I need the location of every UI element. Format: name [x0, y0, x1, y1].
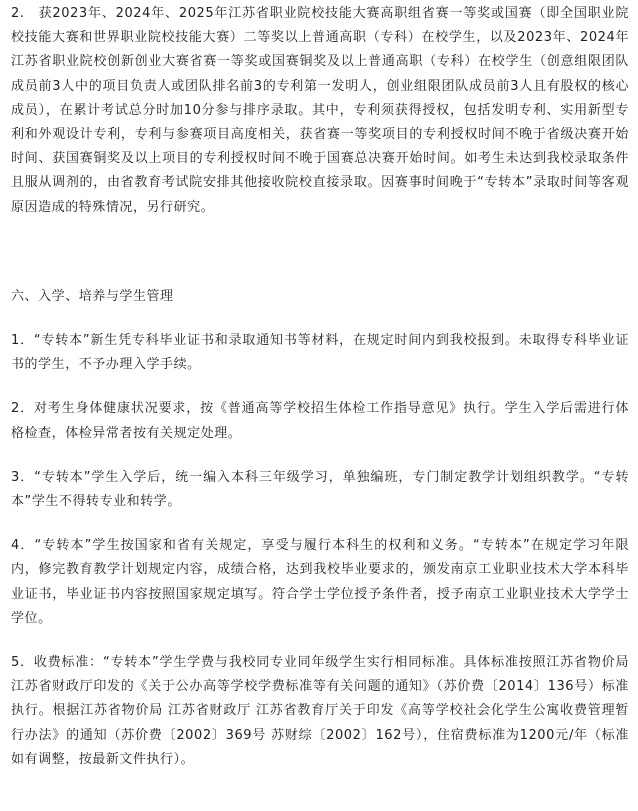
document-body [11, 2, 629, 772]
list-item-health-check: 2．对考生身体健康状况要求，按《普通高等学校招生体检工作指导意见》执行。学生入学后需进行体格检查，体检异常者按有关规定处理。 [11, 401, 629, 441]
paragraph-award-bonus: 2. 获2023年、2024年、2025年江苏省职业院校技能大赛高职组省赛一等奖或国赛（即全国职业院校技能大赛和世界职业院校技能大赛）二等奖以上普通高职（专科）在校学生，以及2023年、2024年江苏省职业院校创新创业大赛省赛一等奖或国赛铜奖及以上普通高职（专科）在校学生（创意组限团队成员前3人中的项目负责人或团队排名前3的专利第一发明人，创业组限团队成员前3人且有股权的核心成员），在累计考试总分时加10分参与排序录取。其中，专利须获得授权，包括发明专利、实用新型专利和外观设计专利，专利与参赛项目高度相关，获省赛一等奖项目的专利授权时间不晚于省级决赛开始时间、获国赛铜奖及以上项目的专利授权时间不晚于国赛总决赛开始时间。如考生未达到我校录取条件且服从调剂的，由省教育考试院安排其他接收院校直接录取。因赛事时间晚于“专转本”录取时间等客观原因造成的特殊情况，另行研究。 [11, 6, 629, 215]
list-item-class-arrangement: 3．“专转本”学生入学后，统一编入本科三年级学习，单独编班，专门制定教学计划组织教学。“专转本”学生不得转专业和转学。 [11, 469, 629, 510]
list-item-fees: 5．收费标准：“专转本”学生学费与我校同专业同年级学生实行相同标准。具体标准按照江苏省物价局 江苏省财政厅印发的《关于公办高等学校学费标准等有关问题的通知》（苏价费〔2014〕136号）标准执行。根据江苏省物价局 江苏省财政厅 江苏省教育厅关于印发《高等学校社会化学生公寓收费管理暂行办法》的通知（苏价费〔2002〕369号 苏财综〔2002〕162号），住宿费标准为1200元/年（标准如有调整，按最新文件执行）。 [11, 655, 629, 767]
section-title: 六、入学、培养与学生管理 [11, 288, 174, 304]
list-item-rights-degree: 4．“专转本”学生按国家和省有关规定，享受与履行本科生的权利和义务。“专转本”在规定学习年限内，修完教育教学计划规定内容，成绩合格，达到我校毕业要求的，颁发南京工业职业技术大学本科毕业证书，毕业证书内容按照国家规定填写。符合学士学位授予条件者，授予南京工业职业技术大学学士学位。 [11, 538, 629, 626]
list-item-enrollment: 1．“专转本”新生凭专科毕业证书和录取通知书等材料，在规定时间内到我校报到。未取得专科毕业证书的学生，不予办理入学手续。 [11, 333, 629, 373]
